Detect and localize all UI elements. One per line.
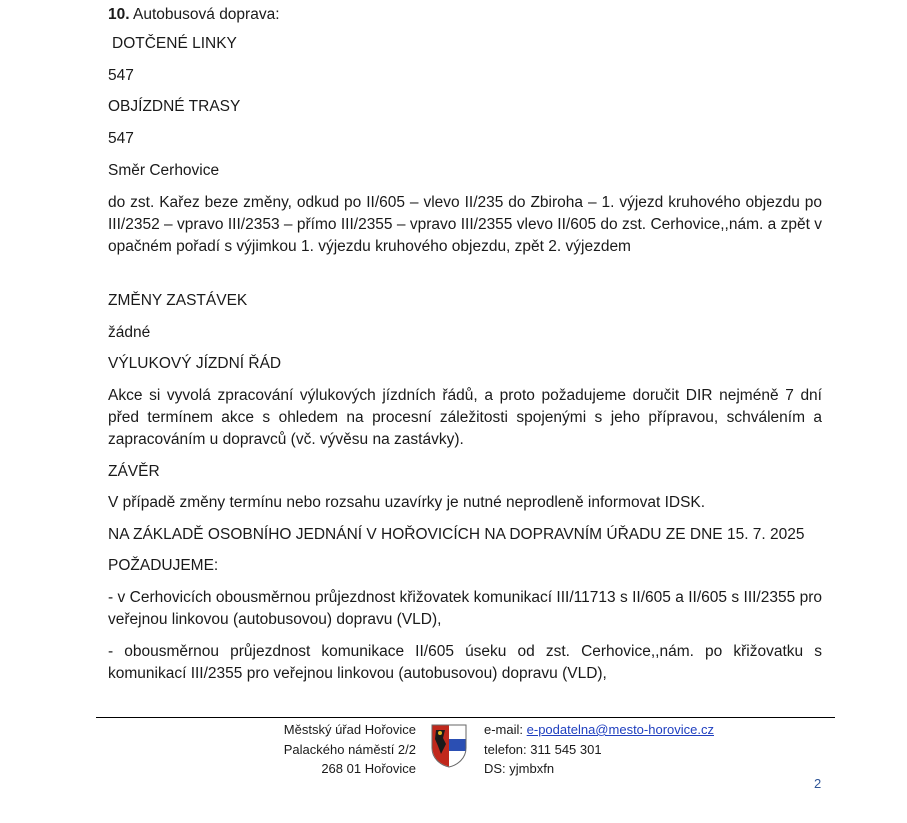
- email-label: e-mail:: [484, 722, 524, 737]
- office-name: Městský úřad Hořovice: [283, 722, 416, 737]
- town-crest-icon: [431, 724, 467, 768]
- requirement-item-2: - obousměrnou průjezdnost komunikace II/605 úseku od zst. Cerhovice,,nám. po křižovatku s komunikací III/2355 pro veřejnou linkovou (autobusovou) dopravu (VLD),: [108, 643, 822, 682]
- email-row: [484, 720, 714, 740]
- section-title: Autobusová doprava:: [133, 6, 280, 23]
- affected-lines-heading: DOTČENÉ LINKY: [112, 35, 237, 52]
- stop-changes-value: žádné: [108, 324, 151, 341]
- footer-divider: [96, 717, 835, 718]
- requirement-item-1: - v Cerhovicích obousměrnou průjezdnost křižovatek komunikací III/11713 s II/605 a II/605 s III/2355 pro veřejnou linkovou (autobusovou) dopravu (VLD),: [108, 589, 822, 628]
- meeting-heading: NA ZÁKLADĚ OSOBNÍHO JEDNÁNÍ V HOŘOVICÍCH NA DOPRAVNÍM ÚŘADU ZE DNE 15. 7. 2025: [108, 526, 805, 543]
- detour-route-text: do zst. Kařez beze změny, odkud po II/605 – vlevo II/235 do Zbiroha – 1. výjezd kruhového objezdu po III/2352 – vpravo III/2353 – přímo III/2355 – vpravo III/2355 vlevo II/605 do zst. Cerhovice,,nám. a zpět v opačném pořadí s výjimkou 1. výjezdu kruhového objezdu, zpět 2. výjezdem: [108, 194, 822, 255]
- direction-label: Směr Cerhovice: [108, 162, 220, 179]
- conclusion-text: V případě změny termínu nebo rozsahu uzavírky je nutné neprodleně informovat IDSK.: [108, 494, 706, 511]
- conclusion-heading: ZÁVĚR: [108, 463, 160, 480]
- data-box-id: DS: yjmbxfn: [484, 761, 555, 776]
- page-number: 2: [814, 776, 822, 791]
- footer-address: [284, 720, 416, 779]
- email-link[interactable]: e-podatelna@mesto-horovice.cz: [526, 722, 714, 737]
- footer-contacts: [484, 720, 714, 779]
- affected-line-number: 547: [108, 67, 134, 84]
- office-city: 268 01 Hořovice: [321, 761, 416, 776]
- timetable-text: Akce si vyvolá zpracování výlukových jízdních řádů, a proto požadujeme doručit DIR nejméně 7 dní před termínem akce s ohledem na procesní záležitosti spojenými s jeho přípravou, schválením a zapracováním u dopravců (vč. vývěsu na zastávky).: [108, 387, 822, 448]
- detour-heading: OBJÍZDNÉ TRASY: [108, 98, 241, 115]
- section-heading: [108, 4, 822, 26]
- phone-number: telefon: 311 545 301: [484, 741, 602, 757]
- timetable-heading: VÝLUKOVÝ JÍZDNÍ ŘÁD: [108, 355, 282, 372]
- office-street: Palackého náměstí 2/2: [283, 741, 416, 757]
- requirements-heading: POŽADUJEME:: [108, 557, 219, 574]
- detour-line-number: 547: [108, 130, 134, 147]
- section-number: 10.: [108, 6, 130, 23]
- stop-changes-heading: ZMĚNY ZASTÁVEK: [108, 292, 248, 309]
